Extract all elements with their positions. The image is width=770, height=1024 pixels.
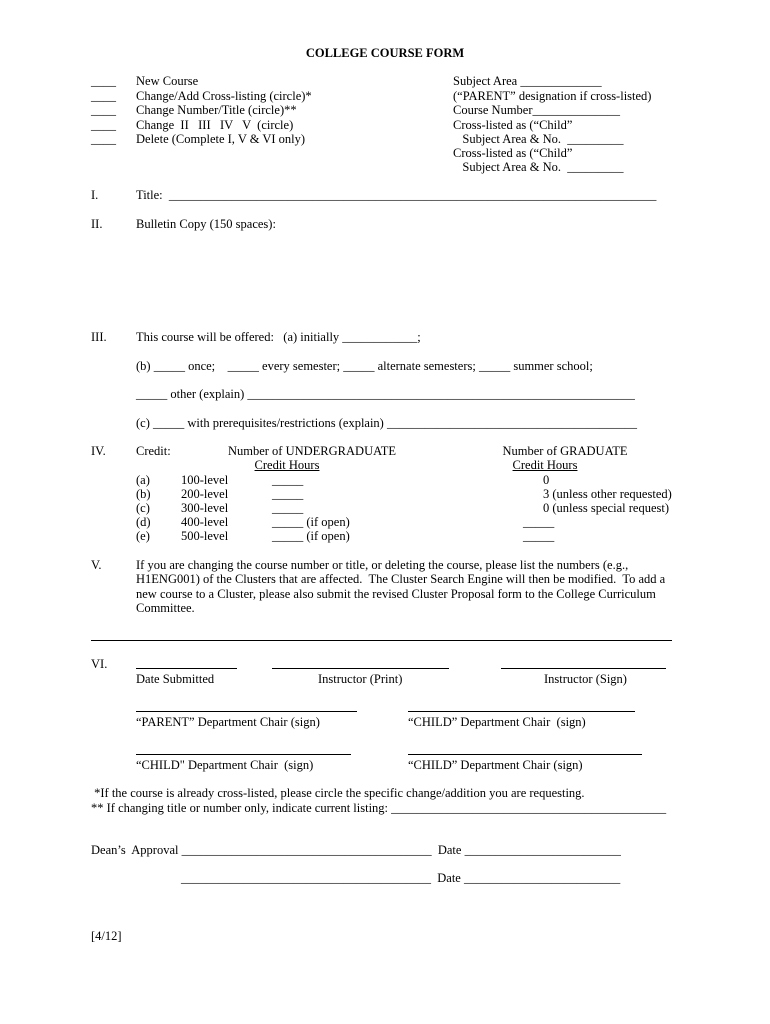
date-submitted-line[interactable] — [136, 668, 237, 669]
child-chair-sign-line[interactable] — [136, 754, 351, 755]
gr-credit-value: 3 (unless other requested) — [543, 487, 672, 501]
option-delete: Delete (Complete I, V & VI only) — [136, 132, 306, 146]
child-chair-sign-line[interactable] — [408, 711, 635, 712]
child-chair-sign-line[interactable] — [408, 754, 642, 755]
option-blank[interactable]: ____ — [91, 89, 116, 103]
cross-listed-label: Cross-listed as (“Child” — [453, 146, 573, 160]
cluster-note-line: Committee. — [136, 601, 195, 615]
section-number: V. — [91, 558, 102, 572]
offering-frequency-field[interactable]: (b) _____ once; _____ every semester; _____ alternate semesters; _____ summer school; — [136, 359, 593, 373]
child-chair-label: “CHILD” Department Chair (sign) — [408, 758, 583, 772]
offered-initially-field[interactable]: This course will be offered: (a) initially ____________; — [136, 330, 421, 344]
instructor-print-line[interactable] — [272, 668, 449, 669]
instructor-print-label: Instructor (Print) — [318, 672, 403, 686]
cluster-note-line: H1ENG001) of the Clusters that are affected. The Cluster Search Engine will then be modified. To add a — [136, 572, 666, 586]
undergraduate-subheader: Credit Hours — [254, 458, 320, 472]
section-number: IV. — [91, 444, 106, 458]
offering-other-field[interactable]: _____ other (explain) ______________________________________________________________ — [136, 387, 635, 401]
cross-listed-label: Cross-listed as (“Child” — [453, 118, 573, 132]
second-approval-field[interactable]: ________________________________________ Date _________________________ — [181, 871, 621, 885]
section-number: II. — [91, 217, 103, 231]
section-number: III. — [91, 330, 107, 344]
date-submitted-label: Date Submitted — [136, 672, 215, 686]
level-letter: (c) — [136, 501, 150, 515]
subject-area-field[interactable]: Subject Area _____________ — [453, 74, 602, 88]
dean-approval-field[interactable]: Dean’s Approval ________________________________________ Date _________________________ — [91, 843, 621, 857]
cluster-note-line: new course to a Cluster, please also submit the revised Cluster Proposal form to the College Curriculum — [136, 587, 656, 601]
option-change-section: Change II III IV V (circle) — [136, 118, 294, 132]
ug-credit-field[interactable]: _____ (if open) — [272, 529, 350, 543]
option-new-course: New Course — [136, 74, 199, 88]
undergraduate-header: Number of UNDERGRADUATE — [227, 444, 397, 458]
instructor-sign-label: Instructor (Sign) — [544, 672, 627, 686]
level-letter: (d) — [136, 515, 151, 529]
level-label: 200-level — [181, 487, 229, 501]
ug-credit-field[interactable]: _____ — [272, 487, 304, 501]
section-number: I. — [91, 188, 99, 202]
level-letter: (a) — [136, 473, 150, 487]
ug-credit-field[interactable]: _____ (if open) — [272, 515, 350, 529]
ug-credit-field[interactable]: _____ — [272, 501, 304, 515]
gr-credit-field[interactable]: _____ — [523, 529, 555, 543]
footnote-cross-listed: *If the course is already cross-listed, please circle the specific change/addition you are requesting. — [91, 786, 585, 800]
graduate-header: Number of GRADUATE — [502, 444, 628, 458]
level-letter: (b) — [136, 487, 151, 501]
form-title: COLLEGE COURSE FORM — [305, 46, 465, 60]
level-label: 400-level — [181, 515, 229, 529]
graduate-subheader: Credit Hours — [512, 458, 578, 472]
child-chair-label: “CHILD" Department Chair (sign) — [136, 758, 314, 772]
option-cross-listing: Change/Add Cross-listing (circle)* — [136, 89, 312, 103]
course-number-field[interactable]: Course Number______________ — [453, 103, 620, 117]
option-blank[interactable]: ____ — [91, 118, 116, 132]
ug-credit-field[interactable]: _____ — [272, 473, 304, 487]
level-label: 100-level — [181, 473, 229, 487]
option-blank[interactable]: ____ — [91, 132, 116, 146]
option-change-number: Change Number/Title (circle)** — [136, 103, 297, 117]
cluster-note-line: If you are changing the course number or title, or deleting the course, please list the numbers (e.g., — [136, 558, 629, 572]
revision-date: [4/12] — [91, 929, 122, 943]
gr-credit-value: 0 — [543, 473, 550, 487]
prerequisites-field[interactable]: (c) _____ with prerequisites/restrictions (explain) ________________________________________ — [136, 416, 637, 430]
gr-credit-value: 0 (unless special request) — [543, 501, 670, 515]
footnote-current-listing[interactable]: ** If changing title or number only, indicate current listing: ____________________________________________ — [91, 801, 667, 815]
title-field[interactable]: Title: ______________________________________________________________________________ — [136, 188, 657, 202]
instructor-sign-line[interactable] — [501, 668, 666, 669]
level-label: 500-level — [181, 529, 229, 543]
option-blank[interactable]: ____ — [91, 74, 116, 88]
child-subject-field[interactable]: Subject Area & No. _________ — [453, 160, 624, 174]
gr-credit-field[interactable]: _____ — [523, 515, 555, 529]
level-label: 300-level — [181, 501, 229, 515]
bulletin-copy-label: Bulletin Copy (150 spaces): — [136, 217, 276, 231]
parent-designation-note: (“PARENT” designation if cross-listed) — [453, 89, 652, 103]
parent-chair-label: “PARENT” Department Chair (sign) — [136, 715, 320, 729]
section-divider — [91, 640, 672, 641]
option-blank[interactable]: ____ — [91, 103, 116, 117]
child-chair-label: “CHILD” Department Chair (sign) — [408, 715, 586, 729]
section-number: VI. — [91, 657, 108, 671]
child-subject-field[interactable]: Subject Area & No. _________ — [453, 132, 624, 146]
parent-chair-sign-line[interactable] — [136, 711, 357, 712]
level-letter: (e) — [136, 529, 150, 543]
credit-label: Credit: — [136, 444, 171, 458]
